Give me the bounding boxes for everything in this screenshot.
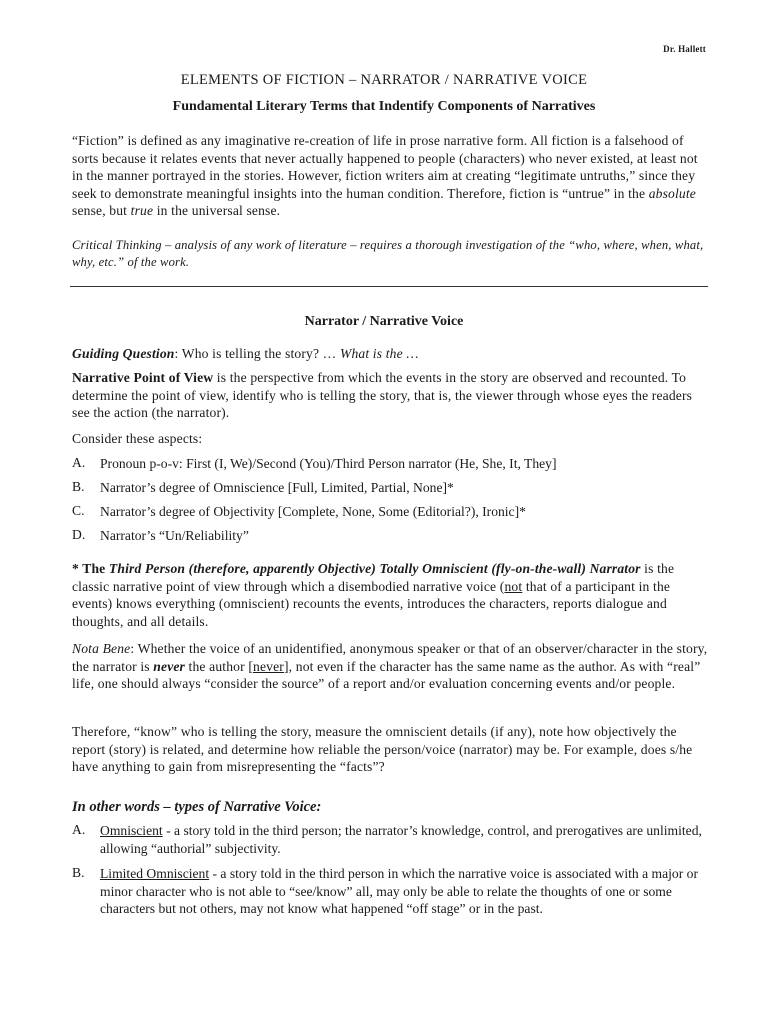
guiding-question-tail: What is the … — [339, 346, 419, 361]
type-term: Omniscient — [100, 823, 163, 838]
guiding-question-text: : Who is telling the story? … — [174, 346, 340, 361]
nb-never-underlined: never — [253, 658, 284, 674]
point-of-view-paragraph — [72, 369, 712, 422]
star-text-b: that of a participant in the events) knows everything (omniscient) recounts the events, introduces the characters, reports dialogue and thoughts, and all details. — [72, 578, 671, 629]
list-marker: A. — [72, 822, 86, 837]
list-marker: D. — [72, 527, 86, 542]
nota-bene-label: Nota Bene — [72, 641, 131, 656]
guiding-question-label: Guiding Question — [72, 346, 175, 361]
therefore-paragraph: Therefore, “know” who is telling the story, measure the omniscient details (if any), note how objectively the report (story) is related, and determine how reliable the person/voice (narrator) may be. For example, does s/he have anything to gain from misrepresenting the “facts”? — [72, 724, 693, 775]
star-heading: Third Person (therefore, apparently Objective) Totally Omniscient (fly-on-the-wall) Narrator — [108, 561, 641, 576]
list-marker: C. — [72, 503, 85, 518]
intro-absolute: absolute — [648, 185, 696, 201]
document-subtitle: Fundamental Literary Terms that Indentify Components of Narratives — [172, 99, 596, 114]
list-item-text — [100, 865, 712, 918]
star-text-a: is the classic narrative point of view through which a disembodied narrative voice ( — [72, 561, 675, 594]
list-item-text: Narrator’s degree of Omniscience [Full, Limited, Partial, None]* — [100, 480, 454, 495]
nb-text-b: the author [ — [185, 658, 254, 674]
intro-text-1: “Fiction” is defined as any imaginative re-creation of life in prose narrative form. All fiction is a falsehood of sorts because it relates events that never actually happened to people (characters) who never existed, at least not in the manner portrayed in the stories. However, fiction writers aim at creating “legitimate untruths,” since they seek to demonstrate meaningful insights into the human condition. Therefore, fiction is “untrue” in the — [72, 133, 698, 201]
pov-text: is the perspective from which the events in the story are observed and recounted. To determine the point of view, identify who is telling the story, that is, the viewer through whose eyes the readers see the action (the narrator). — [72, 370, 693, 421]
type-text: - a story told in the third person; the narrator’s knowledge, control, and prerogatives are unlimited, allowing “authorial” subjectivity. — [100, 823, 702, 856]
type-text: - a story told in the third person in which the narrative voice is associated with a major or minor character who is not able to “see/know” all, may only be able to relate the thoughts of one or some characters but not others, may not know what happened “off stage” or in the past. — [100, 866, 698, 917]
star-not: not — [504, 578, 523, 594]
intro-true: true — [130, 203, 154, 219]
list-item-text: Narrator’s “Un/Reliability” — [100, 528, 249, 543]
list-marker: B. — [72, 479, 85, 494]
document-title: ELEMENTS OF FICTION – NARRATOR / NARRATIVE VOICE — [180, 72, 588, 88]
list-item-text: Narrator’s degree of Objectivity [Complete, None, Some (Editorial?), Ironic]* — [100, 504, 526, 519]
list-marker: A. — [72, 455, 86, 470]
intro-text-2: sense, but — [72, 203, 131, 219]
nota-bene-paragraph — [72, 640, 712, 693]
intro-text-3: in the universal sense. — [153, 203, 281, 219]
section-title: Narrator / Narrative Voice — [304, 314, 464, 329]
nb-text-a: : Whether the voice of an unidentified, anonymous speaker or that of an observer/character in the story, the narrator is — [72, 641, 708, 674]
type-term: Limited Omniscient — [100, 866, 210, 881]
types-heading: In other words – types of Narrative Voice: — [72, 799, 322, 815]
list-marker: B. — [72, 865, 85, 880]
list-item-text: Pronoun p-o-v: First (I, We)/Second (You)/Third Person narrator (He, She, It, They] — [100, 456, 557, 471]
fiction-definition-paragraph — [72, 132, 712, 220]
list-item-text — [100, 822, 712, 857]
section-divider — [70, 286, 708, 287]
omniscient-narrator-note — [72, 560, 712, 630]
star-prefix: * The — [72, 561, 109, 576]
nb-never: never — [153, 658, 185, 674]
consider-aspects-label: Consider these aspects: — [72, 431, 203, 446]
pov-term: Narrative Point of View — [72, 370, 214, 385]
guiding-question — [72, 345, 712, 363]
nb-text-c: ], not even if the character has the same name as the author. As with “real” life, one should always “consider the source” of a report and/or evaluation concerning events and/or people. — [72, 658, 701, 692]
critical-thinking-note: Critical Thinking – analysis of any work of literature – requires a thorough investigation of the “who, where, when, what, why, etc.” of the work. — [72, 238, 704, 269]
author-name: Dr. Hallett — [663, 44, 706, 54]
